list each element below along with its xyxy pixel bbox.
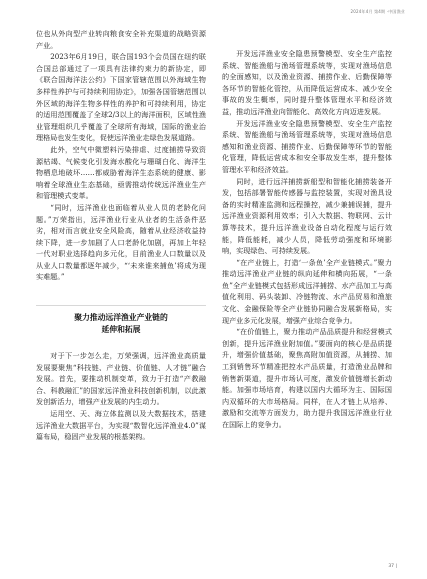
- section-heading: [36, 305, 206, 336]
- paragraph: “在价值链上，聚力推动产品品质提升和经营模式创新，提升远洋渔业附加值。”要面向的核心是品质提升，增强价值基础，聚焦高附加值资源，从捕捞、加工到销售环节精准把控水产品质量，打造渔业品牌和销售新渠道，提升市场认可度，激发价值链增长新动能。加强市场培育，构建以国内大循环为主、国际国内双循环的大市场格局。同样，在人才链上从培养、激励和交流等方面发力，助力提升我国远洋渔业行业在国际上的竞争力。: [222, 327, 392, 429]
- section-heading-line-1: 聚力推动远洋渔业产业链的: [74, 313, 168, 323]
- paragraph: 开发远洋渔业安全隐患预警模型、安全生产监控系统、智能渔船与渔场管理系统等，实现对渔场信息的全面感知，以及渔业资源、捕捞作业、后勤保障等各环节的智能化管控，从而降低运营成本、减少安全事故的发生概率，同时提升整体管理水平和经济效益，推动远洋渔业向智能化、高效化方向迈进发展。: [222, 49, 392, 116]
- paragraph: 位也从外向型产业转向粮食安全补充渠道的战略资源产业。: [36, 29, 206, 50]
- paragraph: “在产业链上，打造‘一条鱼’全产业链模式。”聚力推动远洋渔业产业链的纵向延伸和横向拓展，“一条鱼”全产业链模式包括形成远洋捕捞、水产品加工与高值化利用、码头装卸、冷链物流、水产品贸易和渔旅文化、金融保险等全产业链协同融合发展新格局，实现产业多元化发展，增强产业综合竞争力。: [222, 257, 392, 325]
- paragraph: 此外，空气中微塑料污染排虐、过度捕捞导致资源枯竭、气候变化引发海水酸化与珊瑚白化、海洋生物栖息地破坏……都威胁着海洋生态系统的健康、影响着全球渔业生态基础，亟需推动传统远洋渔业生产和管理模式变革。: [36, 144, 206, 201]
- paragraph: 2023年6月19日，联合国193个会员国在纽约联合国总部通过了一项具有法律约束力的新协定，即《联合国海洋法公约》下国家管辖范围以外海域生物多样性养护与可持续利用协定》，加强各国管辖范围以外区域的海洋生物多样性的养护和可持续利用，协定的适用范围覆盖了全球2/3以上的海洋面积，区域性渔业管理组织几乎覆盖了全球所有海域，国际的渔业治理格局也发生变化，促使远洋渔业走绿色发展道路。: [36, 52, 206, 143]
- left-column: [36, 28, 206, 443]
- paragraph: 同时，进行远洋捕捞新船型和智能化捕捞装备开发，包括部署智能传感器与监控装置，实现对渔具设备的实时精准监测和远程操控，减少兼捕误捕，提升远洋渔业资源利用效率；引入大数据、物联网、云计算等技术，提升远洋渔业设备自动化程度与运行效能，降低能耗，减少人员，降低劳动强度和环境影响，实现绿色、可持续发展。: [222, 176, 392, 256]
- paragraph: 开发远洋渔业安全隐患预警模型、安全生产监控系统、智能渔船与渔场管理系统等，实现对渔场信息感知和渔业资源、捕捞作业、后勤保障等环节的智能化管理，降低运营成本和安全事故发生率，提升整体管理水平和经济效益。: [222, 118, 392, 174]
- paragraph: “同时，远洋渔业也面临着从业人员的老龄化问题。”万荣指出，远洋渔业行业从业者的生活条件恶劣，相对而言就业安全风险高，随着从业经济收益持续下降，进一步加剧了人口老龄化加剧，再加上年轻一代对职业选择趋向多元化，目前渔业人口数量以及从业人口数量都逐年减少，“‘未来谁来捕鱼’将成为现实难题。”: [36, 202, 206, 282]
- right-column: [222, 48, 392, 431]
- paragraph: 运用空、天、海立体监测以及大数据技术，搭建远洋渔业大数据平台，为实现“数智化远洋渔业4.0”谋篇布局，稳固产业发展的根基架构。: [36, 409, 206, 442]
- page-number: 37 |: [388, 564, 397, 569]
- section-heading-line-2: 延伸和拓展: [101, 325, 141, 335]
- page-header: 2024年4月 第4期 ·中国渔业: [350, 9, 405, 14]
- paragraph: 对于下一步怎么走，万荣强调，远洋渔业高质量发展要聚焦“科技链、产业链、价值链、人才链”融合发展。首先，要推动机制变革，致力于打造“产教融合、科教融汇”的国家远洋渔业科技创新机制，以此激发创新活力，增强产业发展的内生动力。: [36, 351, 206, 407]
